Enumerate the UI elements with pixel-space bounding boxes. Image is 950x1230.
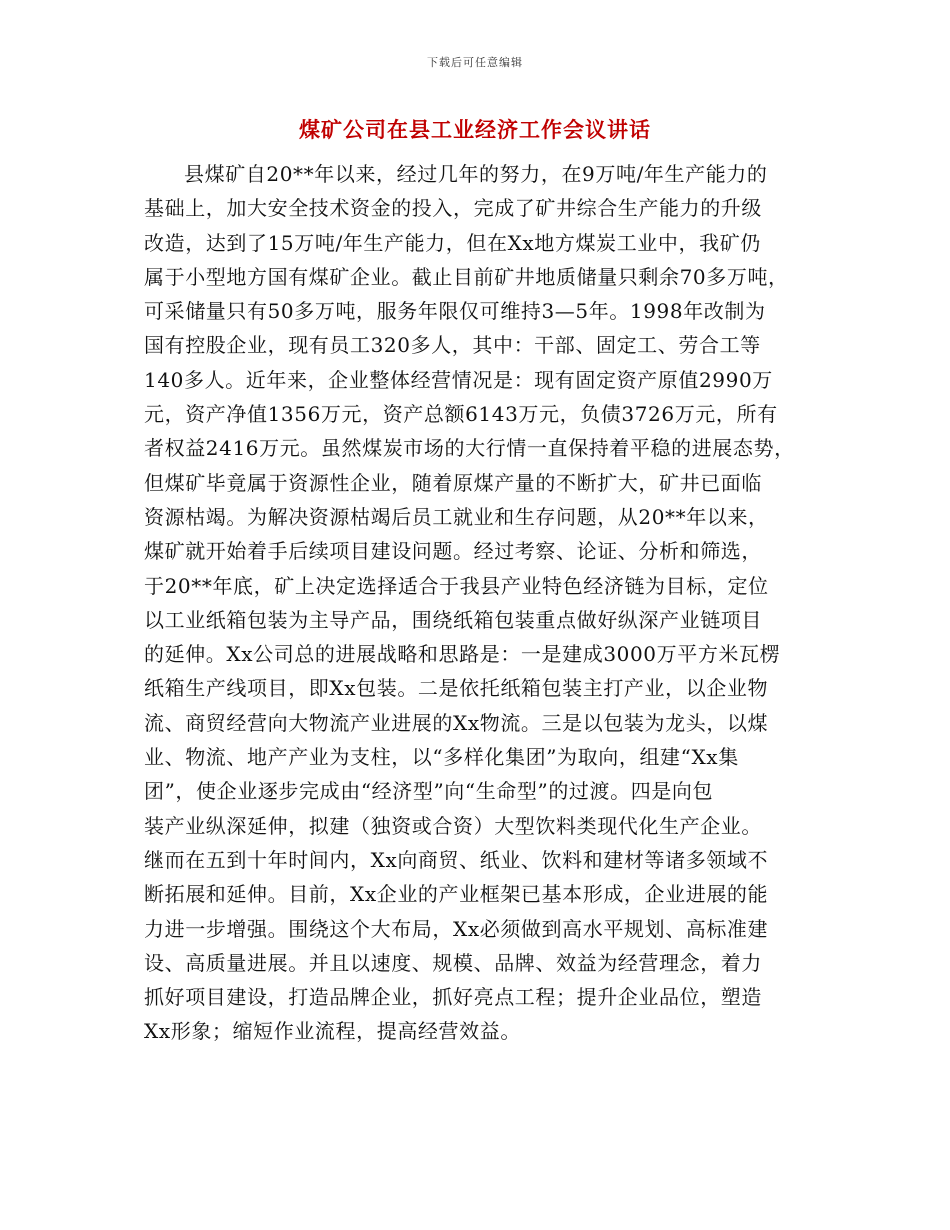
body-paragraph bbox=[144, 157, 824, 1049]
document-title: 煤矿公司在县工业经济工作会议讲话 bbox=[299, 117, 651, 142]
body-line: Xx形象；缩短作业流程，提高经营效益。 bbox=[144, 1019, 521, 1044]
body-line: 县煤矿自20**年以来，经过几年的努力，在9万吨/年生产能力的 bbox=[184, 162, 768, 186]
body-line: 业、物流、地产产业为支柱，以“多样化集团”为取向，组建“Xx集 bbox=[144, 745, 739, 770]
body-line: 基础上，加大安全技术资金的投入，完成了矿井综合生产能力的升级 bbox=[144, 196, 762, 221]
body-line: 资源枯竭。为解决资源枯竭后员工就业和生存问题，从20**年以来， bbox=[144, 504, 769, 529]
body-line: 以工业纸箱包装为主导产品，围绕纸箱包装重点做好纵深产业链项目 bbox=[144, 607, 762, 632]
body-line: 力进一步增强。围绕这个大布局，Xx必须做到高水平规划、高标准建 bbox=[144, 916, 769, 941]
body-line: 抓好项目建设，打造品牌企业，抓好亮点工程；提升企业品位，塑造 bbox=[144, 985, 762, 1010]
body-line: 者权益2416万元。虽然煤炭市场的大行情一直保持着平稳的进展态势， bbox=[144, 436, 795, 461]
body-line: 的延伸。Xx公司总的进展战略和思路是：一是建成3000万平方米瓦楞 bbox=[144, 642, 781, 667]
body-line: 属于小型地方国有煤矿企业。截止目前矿井地质储量只剩余70多万吨， bbox=[144, 264, 789, 289]
body-line: 国有控股企业，现有员工320多人，其中：干部、固定工、劳合工等 bbox=[144, 333, 761, 358]
body-line: 元，资产净值1356万元，资产总额6143万元，负债3726万元，所有 bbox=[144, 402, 778, 427]
body-line: 可采储量只有50多万吨，服务年限仅可维持3—5年。1998年改制为 bbox=[144, 299, 766, 324]
body-line: 纸箱生产线项目，即Xx包装。二是依托纸箱包装主打产业，以企业物 bbox=[144, 676, 769, 701]
body-line: 改造，达到了15万吨/年生产能力，但在Xx地方煤炭工业中，我矿仍 bbox=[144, 230, 761, 255]
body-line: 装产业纵深延伸，拟建（独资或合资）大型饮料类现代化生产企业。 bbox=[144, 813, 762, 838]
body-line: 设、高质量进展。并且以速度、规模、品牌、效益为经营理念，着力 bbox=[144, 950, 762, 975]
header-note: 下载后可任意编辑 bbox=[427, 56, 523, 69]
body-line: 断拓展和延伸。目前，Xx企业的产业框架已基本形成，企业进展的能 bbox=[144, 882, 769, 907]
body-line: 继而在五到十年时间内，Xx向商贸、纸业、饮料和建材等诸多领域不 bbox=[144, 847, 769, 872]
body-line: 流、商贸经营向大物流产业进展的Xx物流。三是以包装为龙头，以煤 bbox=[144, 710, 769, 735]
body-line: 煤矿就开始着手后续项目建设问题。经过考察、论证、分析和筛选， bbox=[144, 539, 762, 564]
body-line: 但煤矿毕竟属于资源性企业，随着原煤产量的不断扩大，矿井已面临 bbox=[144, 470, 762, 495]
body-line: 于20**年底，矿上决定选择适合于我县产业特色经济链为目标，定位 bbox=[144, 573, 769, 598]
body-line: 团”，使企业逐步完成由“经济型”向“生命型”的过渡。四是向包 bbox=[144, 779, 714, 804]
body-line: 140多人。近年来，企业整体经营情况是：现有固定资产原值2990万 bbox=[144, 367, 773, 392]
